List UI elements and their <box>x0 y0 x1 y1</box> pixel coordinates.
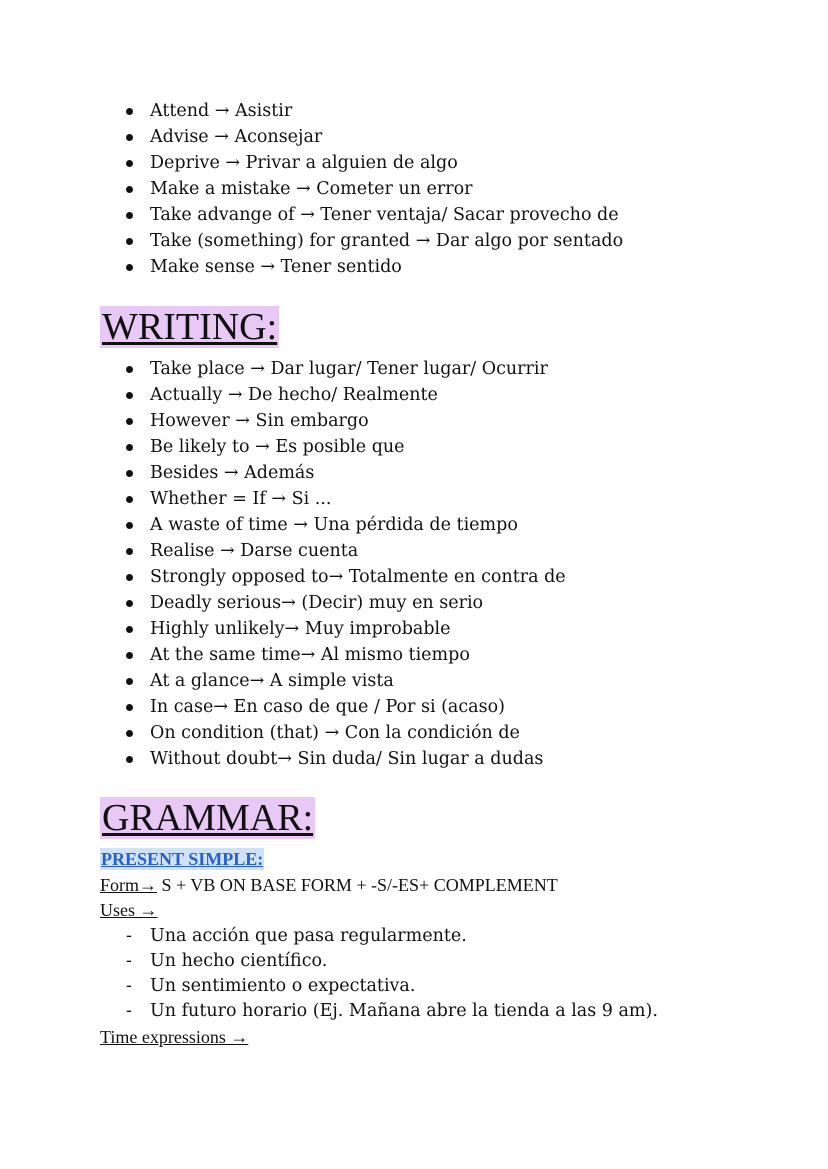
list-item: - Un futuro horario (Ej. Mañana abre la tienda a las 9 am). <box>100 999 658 1024</box>
list-item: Make a mistake → Cometer un error <box>100 176 623 202</box>
bullet-icon <box>126 600 133 607</box>
dash-icon: - <box>126 926 132 946</box>
bullet-icon <box>126 678 133 685</box>
bullet-icon <box>126 134 133 141</box>
bullet-icon <box>126 626 133 633</box>
bullet-icon <box>126 704 133 711</box>
list-item: On condition (that) → Con la condición de <box>100 720 566 746</box>
writing-heading: WRITING: <box>102 306 278 348</box>
bullet-icon <box>126 160 133 167</box>
bullet-icon <box>126 652 133 659</box>
list-item: At the same time→ Al mismo tiempo <box>100 642 566 668</box>
list-item: In case→ En caso de que / Por si (acaso) <box>100 694 566 720</box>
bullet-icon <box>126 392 133 399</box>
list-item: Actually → De hecho/ Realmente <box>100 382 566 408</box>
list-item: Advise → Aconsejar <box>100 124 623 150</box>
list-item: Without doubt→ Sin duda/ Sin lugar a dudas <box>100 746 566 772</box>
bullet-icon <box>126 522 133 529</box>
grammar-heading: GRAMMAR: <box>102 797 314 839</box>
bullet-icon <box>126 264 133 271</box>
list-item: Strongly opposed to→ Totalmente en contra de <box>100 564 566 590</box>
list-item: Highly unlikely→ Muy improbable <box>100 616 566 642</box>
dash-icon: - <box>126 951 132 971</box>
form-line <box>100 873 558 897</box>
bullet-icon <box>126 108 133 115</box>
list-item: Deadly serious→ (Decir) muy en serio <box>100 590 566 616</box>
bullet-icon <box>126 366 133 373</box>
list-item: Be likely to → Es posible que <box>100 434 566 460</box>
bullet-icon <box>126 418 133 425</box>
bullet-icon <box>126 212 133 219</box>
list-item: A waste of time → Una pérdida de tiempo <box>100 512 566 538</box>
writing-list <box>100 356 566 772</box>
bullet-icon <box>126 186 133 193</box>
bullet-icon <box>126 470 133 477</box>
time-expressions-label: Time expressions → <box>100 1027 249 1047</box>
present-simple-subheading: PRESENT SIMPLE: <box>101 849 264 869</box>
list-item: Deprive → Privar a alguien de algo <box>100 150 623 176</box>
form-value: S + VB ON BASE FORM + -S/-ES+ COMPLEMENT <box>157 875 558 895</box>
vocabulary-list <box>100 98 623 280</box>
bullet-icon <box>126 548 133 555</box>
list-item: Whether = If → Si ... <box>100 486 566 512</box>
list-item: Take place → Dar lugar/ Tener lugar/ Ocurrir <box>100 356 566 382</box>
list-item: However → Sin embargo <box>100 408 566 434</box>
dash-icon: - <box>126 1001 132 1021</box>
bullet-icon <box>126 496 133 503</box>
bullet-icon <box>126 574 133 581</box>
list-item: Make sense → Tener sentido <box>100 254 623 280</box>
list-item: Besides → Además <box>100 460 566 486</box>
uses-list <box>100 923 658 1024</box>
list-item: Take advange of → Tener ventaja/ Sacar provecho de <box>100 202 623 228</box>
list-item: At a glance→ A simple vista <box>100 668 566 694</box>
bullet-icon <box>126 756 133 763</box>
list-item: Attend → Asistir <box>100 98 623 124</box>
bullet-icon <box>126 730 133 737</box>
list-item: - Una acción que pasa regularmente. <box>100 923 658 949</box>
form-label: Form→ <box>100 875 158 895</box>
bullet-icon <box>126 238 133 245</box>
list-item: Take (something) for granted → Dar algo por sentado <box>100 228 623 254</box>
list-item: Realise → Darse cuenta <box>100 538 566 564</box>
list-item: - Un sentimiento o expectativa. <box>100 974 658 999</box>
bullet-icon <box>126 444 133 451</box>
dash-icon: - <box>126 976 132 996</box>
uses-label: Uses → <box>100 900 158 920</box>
list-item: - Un hecho científico. <box>100 949 658 974</box>
